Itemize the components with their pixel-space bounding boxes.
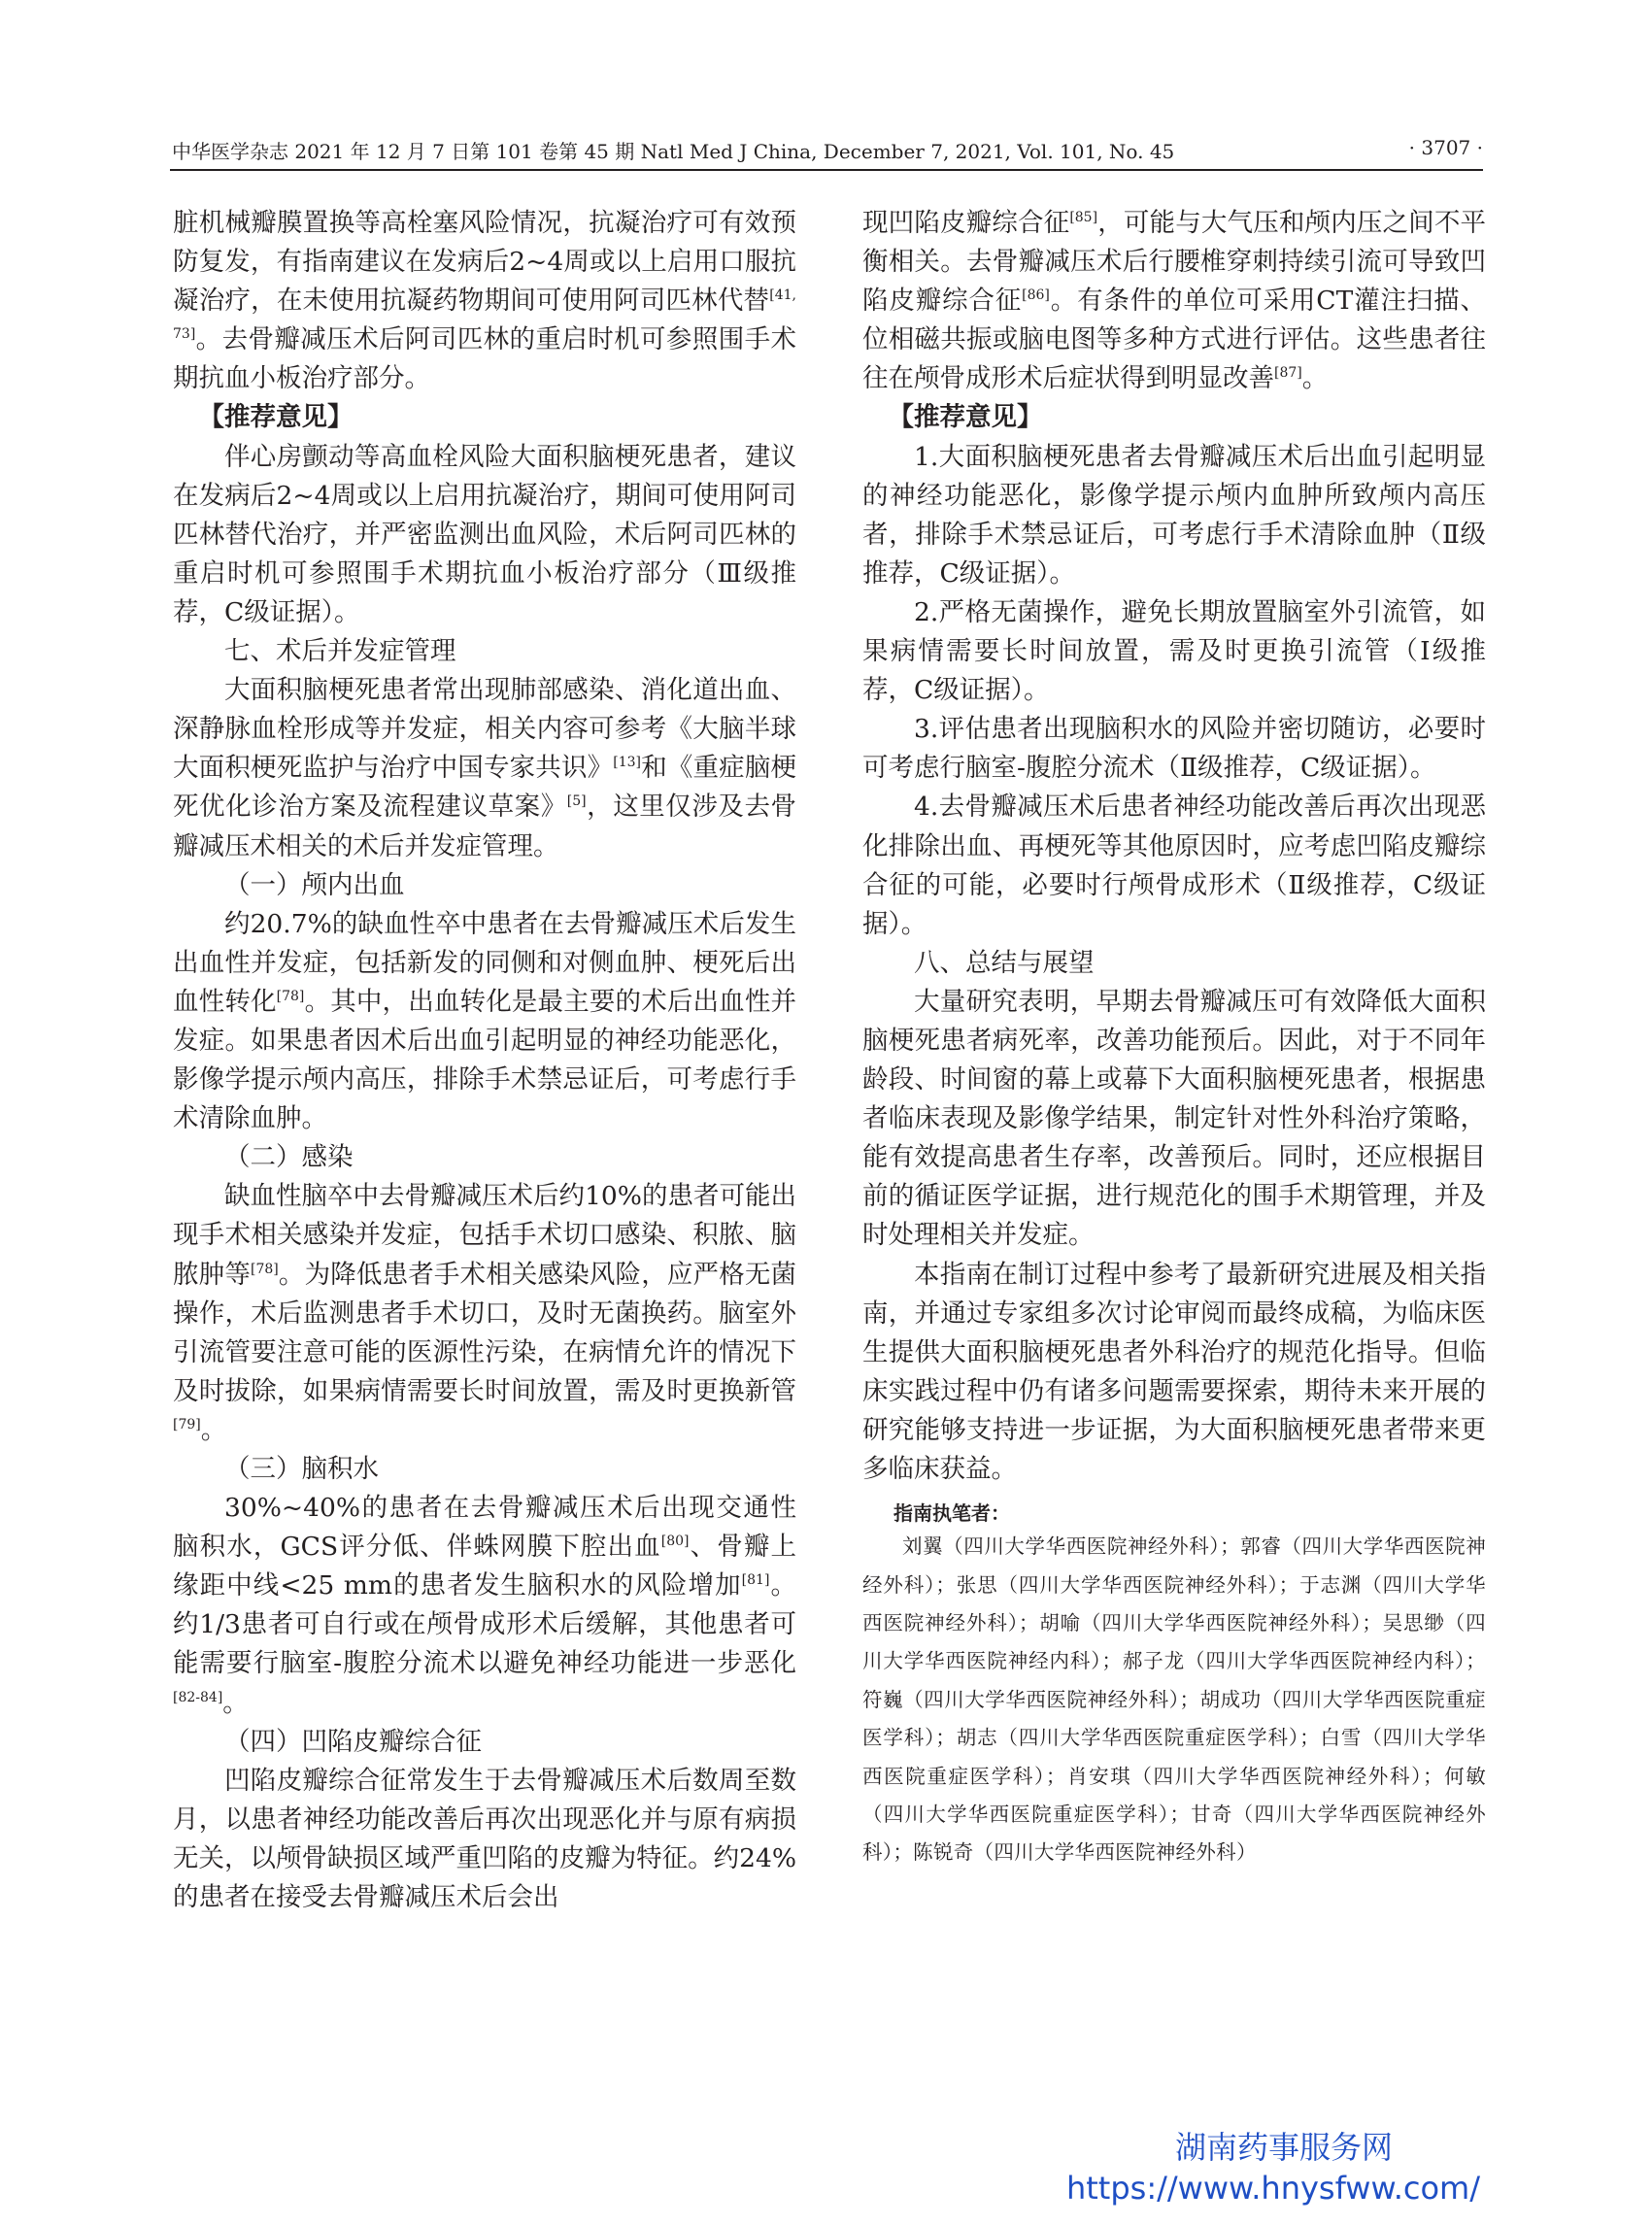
running-header: [170, 134, 1483, 171]
site-watermark: [1033, 2127, 1480, 2208]
citation-ref[interactable]: [13]: [613, 755, 642, 771]
paragraph: 凹陷皮瓣综合征常发生于去骨瓣减压术后数周至数月，以患者神经功能改善后再次出现恶化并与原有病损无关，以颅骨缺损区域严重凹陷的皮瓣为特征。约24%的患者在接受去骨瓣减压术后会出: [173, 1765, 796, 1913]
page-number: · 3707 ·: [1408, 136, 1483, 159]
paragraph: 约20.7%的缺血性卒中患者在去骨瓣减压术后发生出血性并发症，包括新发的同侧和对侧血肿、梗死后出血性转化[78]。其中，出血转化是最主要的术后出血性并发症。如果患者因术后出血引起明显的神经功能恶化，影像学提示颅内高压，排除手术禁忌证后，可考虑行手术清除血肿。: [173, 908, 797, 1134]
recommendation-item: 3.评估患者出现脑积水的风险并密切随访，必要时可考虑行脑室-腹腔分流术（Ⅱ级推荐，C级证据）。: [862, 714, 1486, 784]
paragraph: 脏机械瓣膜置换等高栓塞风险情况，抗凝治疗可有效预防复发，有指南建议在发病后2~4周或以上启用口服抗凝治疗，在未使用抗凝药物期间可使用阿司匹林代替[41, 73]。去骨瓣减压术后阿司匹林的重启时机可参照围手术期抗血小板治疗部分。: [173, 208, 796, 394]
journal-citation: 中华医学杂志 2021 年 12 月 7 日第 101 卷第 45 期 Natl Med J China, December 7, 2021, Vol. 101, No. 45: [172, 140, 1175, 163]
right-column: [862, 204, 1486, 1872]
section-heading: 八、总结与展望: [914, 947, 1095, 978]
citation-ref[interactable]: [81]: [741, 1572, 770, 1589]
citation-ref[interactable]: [78]: [276, 989, 305, 1005]
citation-ref[interactable]: [82-84]: [173, 1689, 223, 1705]
citation-ref[interactable]: [79]: [173, 1417, 201, 1433]
subsection-heading: （三）脑积水: [224, 1454, 379, 1484]
citation-ref[interactable]: [78]: [251, 1261, 279, 1277]
subsection-heading: （四）凹陷皮瓣综合征: [224, 1726, 482, 1757]
section-heading: 七、术后并发症管理: [224, 636, 456, 667]
citation-ref[interactable]: [80]: [660, 1534, 690, 1550]
paragraph: 缺血性脑卒中去骨瓣减压术后约10%的患者可能出现手术相关感染并发症，包括手术切口感染、积脓、脑脓肿等[78]。为降低患者手术相关感染风险，应严格无菌操作，术后监测患者手术切口，及时无菌换药。脑室外引流管要注意可能的医源性污染，在病情允许的情况下及时拔除，如果病情需要长时间放置，需及时更换新管[79]。: [173, 1181, 797, 1445]
subsection-heading: （二）感染: [224, 1142, 354, 1173]
paragraph: 大面积脑梗死患者常出现肺部感染、消化道出血、深静脉血栓形成等并发症，相关内容可参考《大脑半球大面积梗死监护与治疗中国专家共识》[13]和《重症脑梗死优化诊治方案及流程建议草案》[5]，这里仅涉及去骨瓣减压术相关的术后并发症管理。: [173, 675, 797, 861]
paragraph: 30%~40%的患者在去骨瓣减压术后出现交通性脑积水，GCS评分低、伴蛛网膜下腔出血[80]、骨瓣上缘距中线<25 mm的患者发生脑积水的风险增加[81]。约1/3患者可自行或在颅骨成形术后缓解，其他患者可能需要行脑室-腹腔分流术以避免神经功能进一步恶化[82-84]。: [173, 1493, 797, 1718]
citation-ref[interactable]: [85]: [1069, 210, 1098, 226]
recommendation-heading: 【推荐意见】: [888, 402, 1043, 433]
paragraph: 现凹陷皮瓣综合征[85]，可能与大气压和颅内压之间不平衡相关。去骨瓣减压术后行腰椎穿刺持续引流可导致凹陷皮瓣综合征[86]。有条件的单位可采用CT灌注扫描、位相磁共振或脑电图等多种方式进行评估。这些患者往往在颅骨成形术后症状得到明显改善[87]。: [862, 208, 1487, 394]
left-column: [173, 204, 796, 1917]
citation-ref[interactable]: [41, 73]: [173, 287, 796, 343]
subsection-heading: （一）颅内出血: [224, 869, 405, 900]
paragraph: 本指南在制订过程中参考了最新研究进展及相关指南，并通过专家组多次讨论审阅而最终成稿，为临床医生提供大面积脑梗死患者外科治疗的规范化指导。但临床实践过程中仍有诸多问题需要探索，期待未来开展的研究能够支持进一步证据，为大面积脑梗死患者带来更多临床获益。: [862, 1259, 1486, 1484]
paragraph: 大量研究表明，早期去骨瓣减压可有效降低大面积脑梗死患者病死率，改善功能预后。因此，对于不同年龄段、时间窗的幕上或幕下大面积脑梗死患者，根据患者临床表现及影像学结果，制定针对性外科治疗策略，能有效提高患者生存率，改善预后。同时，还应根据目前的循证医学证据，进行规范化的围手术期管理，并及时处理相关并发症。: [862, 986, 1486, 1251]
recommendation-heading: 【推荐意见】: [198, 402, 354, 433]
recommendation-item: 4.去骨瓣减压术后患者神经功能改善后再次出现恶化排除出血、再梗死等其他原因时，应考虑凹陷皮瓣综合征的可能，必要时行颅骨成形术（Ⅱ级推荐，C级证据）。: [862, 792, 1486, 939]
authors-heading: 指南执笔者：: [893, 1501, 1010, 1526]
citation-ref[interactable]: [87]: [1274, 365, 1302, 382]
citation-ref[interactable]: [86]: [1022, 287, 1050, 304]
watermark-name: 湖南药事服务网: [1174, 2129, 1393, 2166]
recommendation-item: 1.大面积脑梗死患者去骨瓣减压术后出血引起明显的神经功能恶化，影像学提示颅内血肿所致颅内高压者，排除手术禁忌证后，可考虑行手术清除血肿（Ⅱ级推荐，C级证据）。: [862, 441, 1486, 589]
recommendation-item: 2.严格无菌操作，避免长期放置脑室外引流管，如果病情需要长时间放置，需及时更换引流管（Ⅰ级推荐，C级证据）。: [862, 596, 1486, 706]
watermark-url[interactable]: https://www.hnysfww.com/: [1065, 2170, 1480, 2207]
citation-ref[interactable]: [5]: [566, 793, 587, 810]
recommendation-text: 伴心房颤动等高血栓风险大面积脑梗死患者，建议在发病后2~4周或以上启用抗凝治疗，期间可使用阿司匹林替代治疗，并严密监测出血风险，术后阿司匹林的重启时机可参照围手术期抗血小板治疗部分（Ⅲ级推荐，C级证据）。: [173, 441, 796, 627]
authors-list: 刘翼（四川大学华西医院神经外科）；郭睿（四川大学华西医院神经外科）；张思（四川大学华西医院神经外科）；于志渊（四川大学华西医院神经外科）；胡喻（四川大学华西医院神经外科）；吴思缈（四川大学华西医院神经内科）；郝子龙（四川大学华西医院神经内科）；符巍（四川大学华西医院神经外科）；胡成功（四川大学华西医院重症医学科）；胡志（四川大学华西医院重症医学科）；白雪（四川大学华西医院重症医学科）；肖安琪（四川大学华西医院神经外科）；何敏（四川大学华西医院重症医学科）；甘奇（四川大学华西医院神经外科）；陈锐奇（四川大学华西医院神经外科）: [862, 1534, 1486, 1865]
